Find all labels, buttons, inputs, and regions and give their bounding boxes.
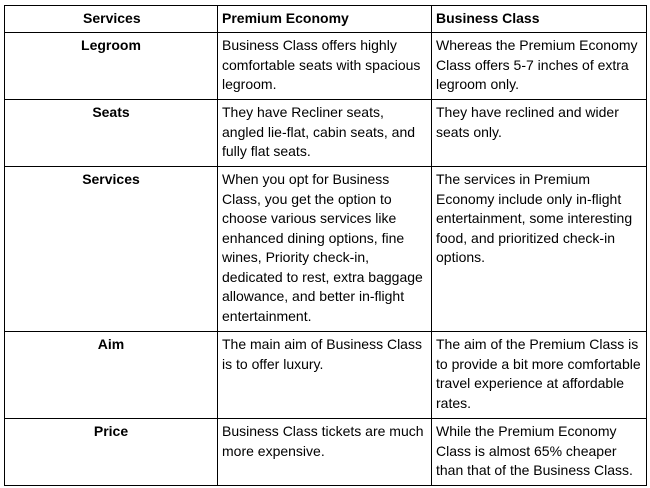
row-label-seats: Seats [5,100,218,167]
cell-price-premium-economy: Business Class tickets are much more expensive. [218,419,432,486]
cell-services-business-class: The services in Premium Economy include only in-flight entertainment, some interesting food, and prioritized check-in options. [432,167,647,332]
comparison-table [4,5,647,486]
table-header-row [5,6,647,33]
cell-aim-premium-economy: The main aim of Business Class is to offer luxury. [218,332,432,419]
cell-services-premium-economy: When you opt for Business Class, you get the option to choose various services like enhanced dining options, fine wines, Priority check-in, dedicated to rest, extra baggage allowance, and better in-flight entertainment. [218,167,432,332]
row-label-aim: Aim [5,332,218,419]
table-row [5,332,647,419]
table-row [5,100,647,167]
cell-seats-premium-economy: They have Recliner seats, angled lie-flat, cabin seats, and fully flat seats. [218,100,432,167]
row-label-price: Price [5,419,218,486]
table-row [5,167,647,332]
cell-seats-business-class: They have reclined and wider seats only. [432,100,647,167]
row-label-legroom: Legroom [5,33,218,100]
column-header-premium-economy: Premium Economy [218,6,432,33]
cell-aim-business-class: The aim of the Premium Class is to provide a bit more comfortable travel experience at affordable rates. [432,332,647,419]
column-header-services: Services [5,6,218,33]
table-row [5,33,647,100]
cell-price-business-class: While the Premium Economy Class is almost 65% cheaper than that of the Business Class. [432,419,647,486]
column-header-business-class: Business Class [432,6,647,33]
cell-legroom-business-class: Whereas the Premium Economy Class offers 5-7 inches of extra legroom only. [432,33,647,100]
table-row [5,419,647,486]
row-label-services: Services [5,167,218,332]
cell-legroom-premium-economy: Business Class offers highly comfortable seats with spacious legroom. [218,33,432,100]
